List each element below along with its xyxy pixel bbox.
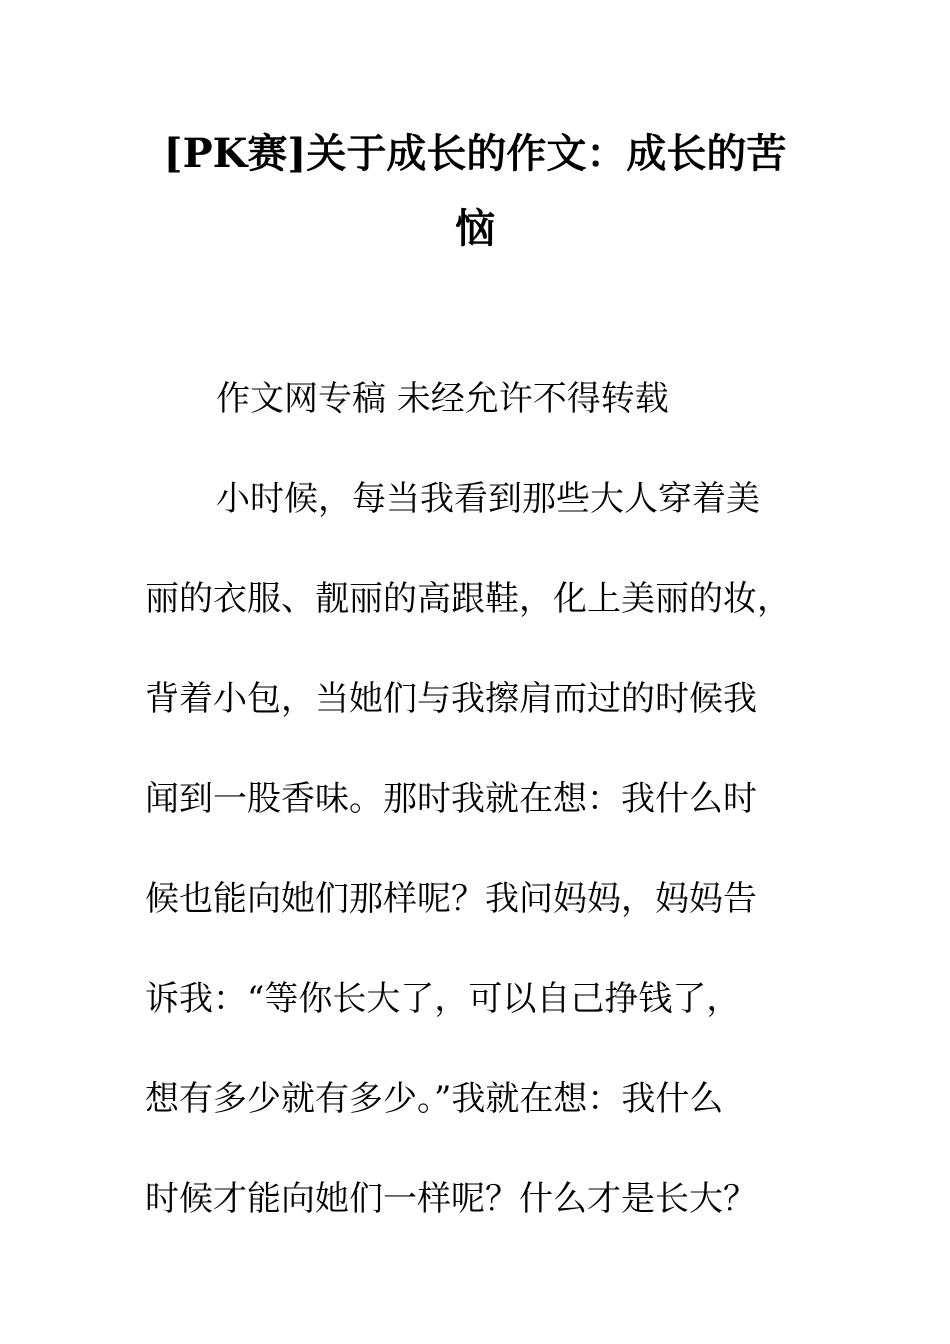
paragraph-line-3: 背着小包，当她们与我擦肩而过的时候我 — [145, 679, 757, 719]
paragraph-line-7: 想有多少就有多少。”我就在想：我什么 — [145, 1079, 724, 1119]
paragraph-line-6: 诉我：“等你长大了，可以自己挣钱了， — [145, 979, 741, 1019]
paragraph-line-1: 小时候，每当我看到那些大人穿着美 — [216, 479, 760, 519]
document-title-line-1: [PK赛]关于成长的作文：成长的苦 — [163, 130, 787, 177]
paragraph-line-4: 闻到一股香味。那时我就在想：我什么时 — [145, 779, 757, 819]
byline: 作文网专稿 未经允许不得转载 — [216, 379, 669, 419]
paragraph-line-5: 候也能向她们那样呢？我问妈妈，妈妈告 — [145, 879, 757, 919]
paragraph-line-2: 丽的衣服、靓丽的高跟鞋，化上美丽的妆， — [145, 579, 791, 619]
document-title-line-2: 恼 — [455, 205, 495, 252]
paragraph-line-8: 时候才能向她们一样呢？什么才是长大？ — [145, 1179, 757, 1219]
